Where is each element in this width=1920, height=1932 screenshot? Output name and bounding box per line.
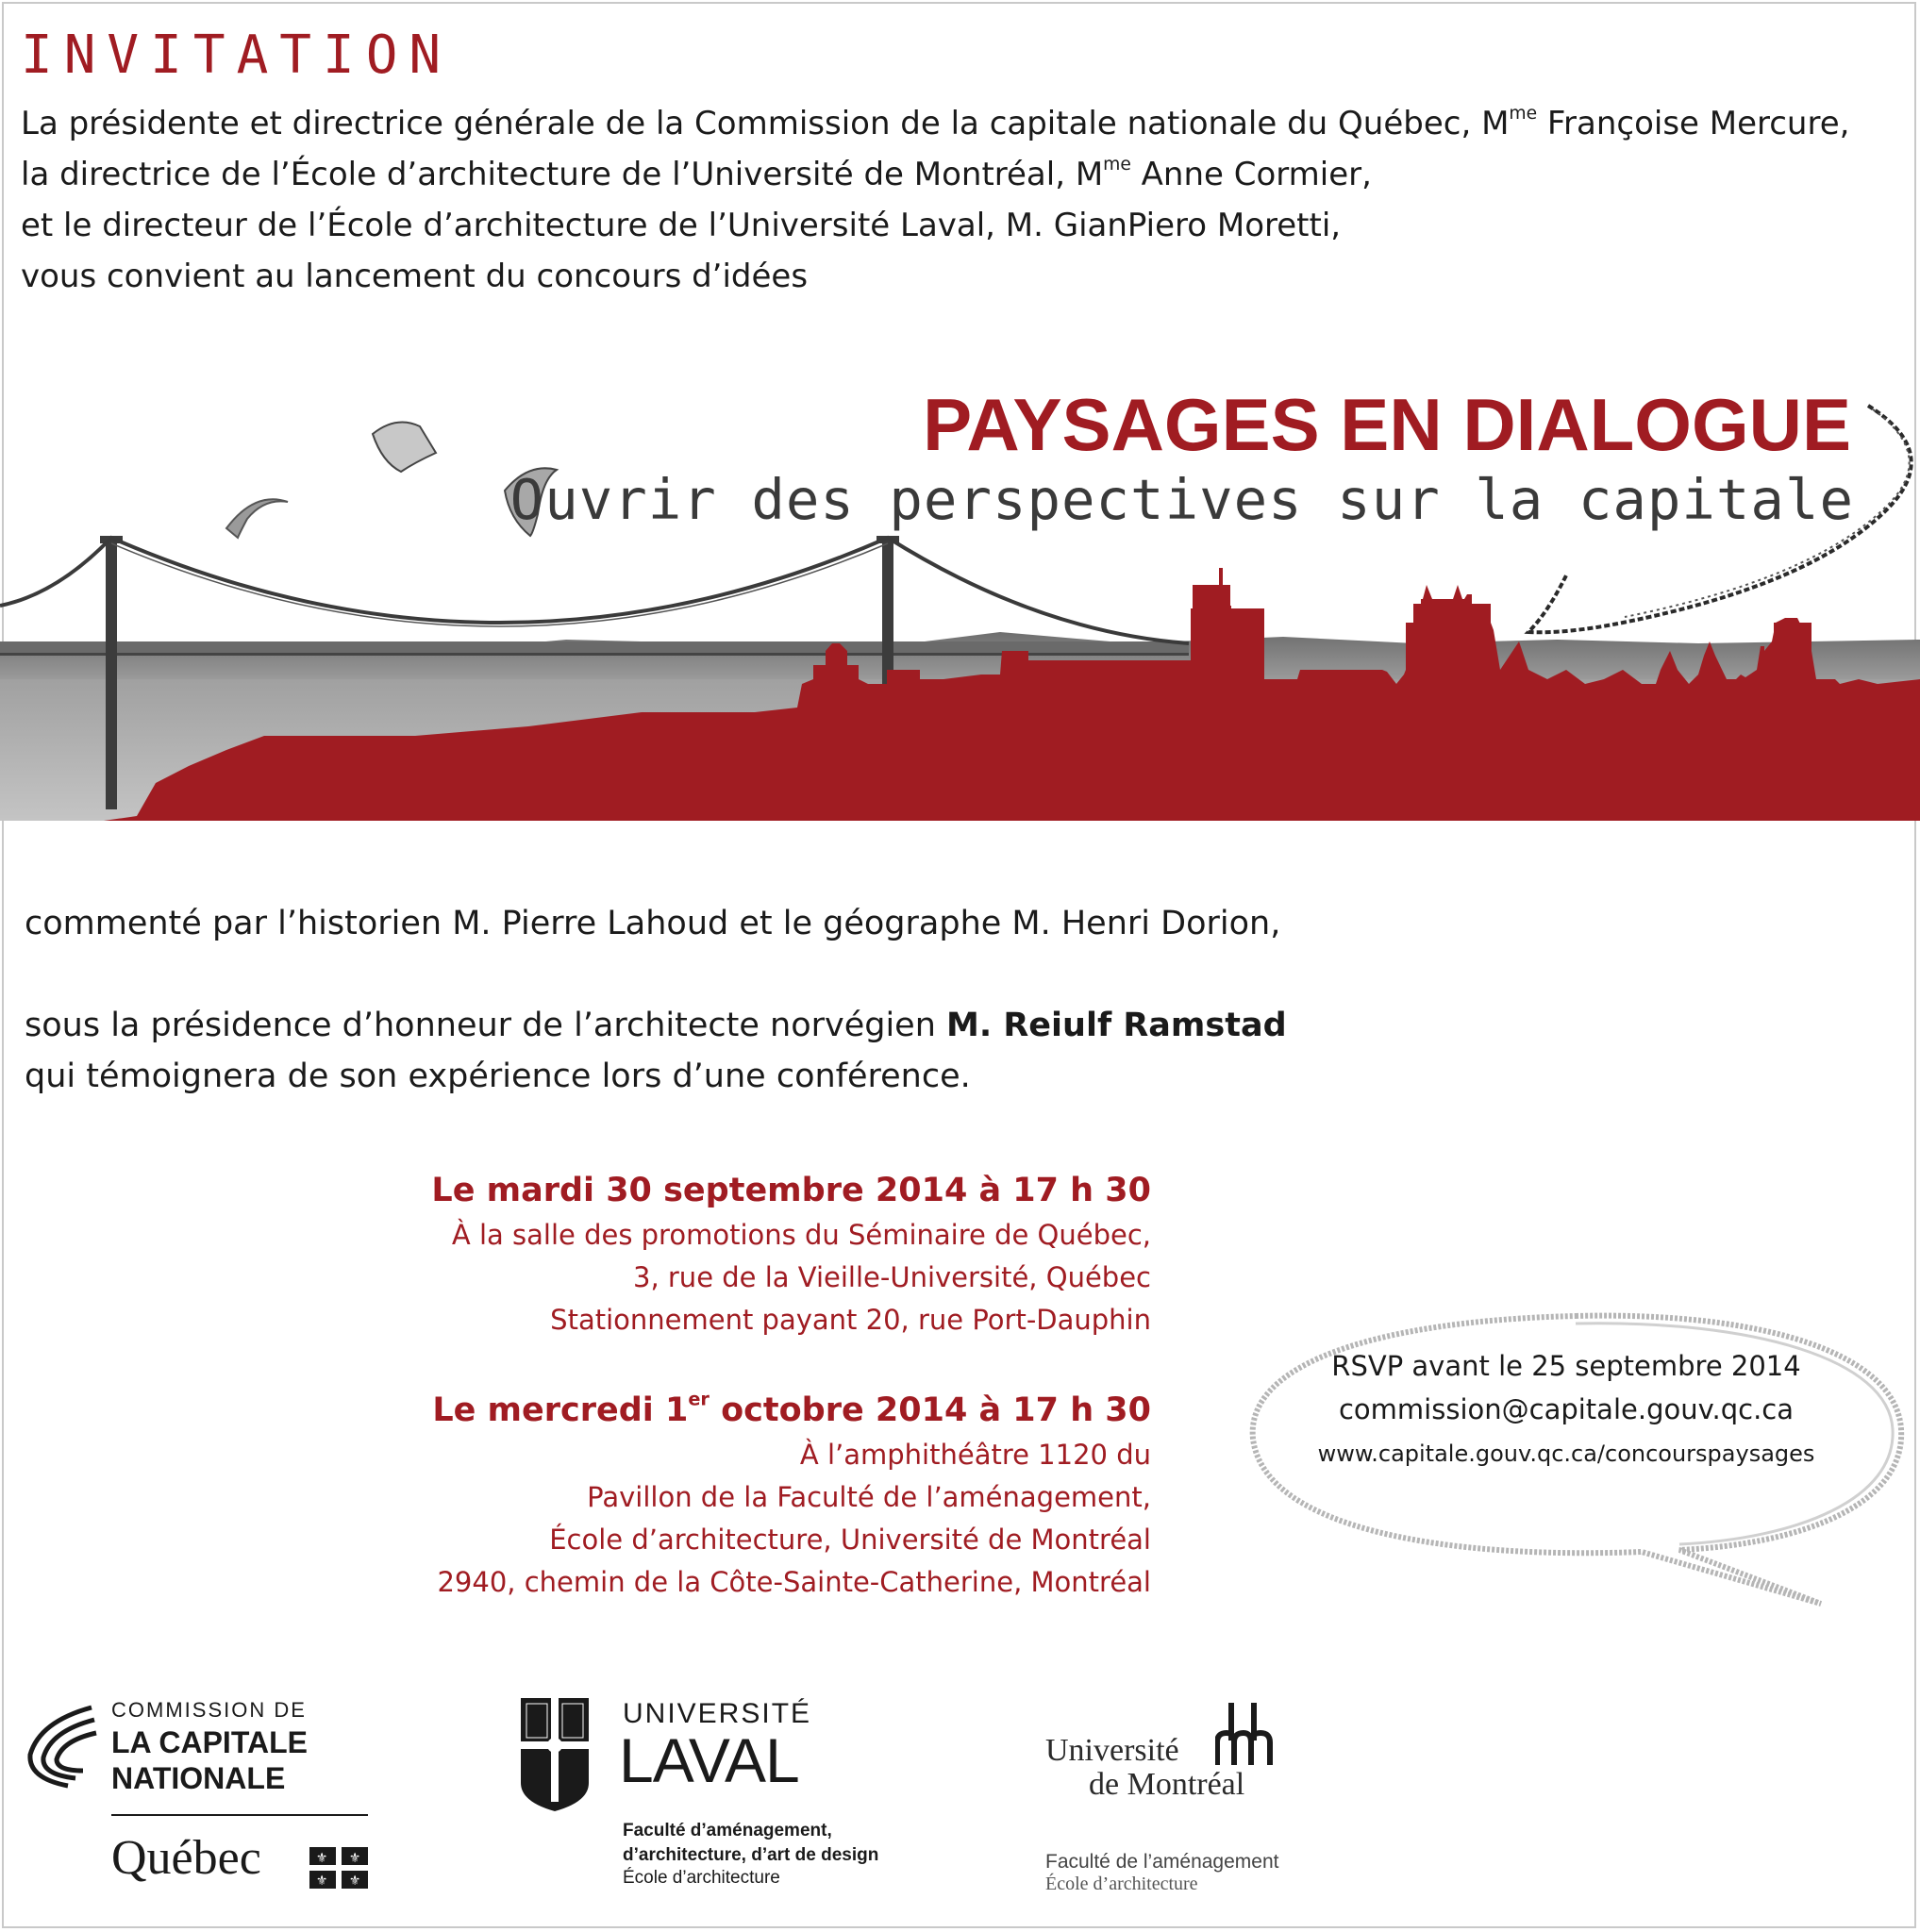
- invitation-heading: INVITATION: [21, 25, 453, 86]
- event-quebec-date: Le mardi 30 septembre 2014 à 17 h 30: [431, 1172, 1151, 1209]
- ccn-swirl-icon: [21, 1703, 106, 1797]
- event-montreal-date-a: Le mercredi 1: [432, 1391, 689, 1429]
- laval-name: LAVAL: [619, 1725, 799, 1795]
- montreal-emblem-icon: [1215, 1703, 1274, 1765]
- intro-line-2-b: Anne Cormier,: [1130, 156, 1372, 193]
- contest-title: PAYSAGES EN DIALOGUE: [923, 383, 1851, 466]
- montreal-logo: [1045, 1698, 1347, 1906]
- intro-line-2-sup: me: [1103, 155, 1131, 175]
- montreal-line-1: Université: [1045, 1733, 1179, 1768]
- laval-logo: [521, 1698, 898, 1906]
- ccn-line-1: COMMISSION DE: [111, 1698, 307, 1722]
- contest-subtitle: Ouvrir des perspectives sur la capitale: [509, 467, 1854, 532]
- rsvp-website[interactable]: www.capitale.gouv.qc.ca/concourspaysages: [1317, 1441, 1815, 1467]
- laval-faculty-line-1: Faculté d’aménagement,: [623, 1821, 832, 1840]
- montreal-school: École d’architecture: [1045, 1874, 1198, 1894]
- laval-university-label: UNIVERSITÉ: [623, 1698, 812, 1729]
- svg-text:⚜: ⚜: [348, 1851, 361, 1866]
- quebec-flag-icon: [309, 1847, 368, 1889]
- ccn-divider: [111, 1814, 368, 1816]
- event-montreal-date: [432, 1387, 1151, 1434]
- svg-text:⚜: ⚜: [315, 1851, 328, 1866]
- event-montreal-building: Pavillon de la Faculté de l’aménagement,: [587, 1481, 1151, 1513]
- svg-text:⚜: ⚜: [315, 1874, 328, 1889]
- rsvp-block: [1269, 1344, 1863, 1476]
- intro-line-1-sup: me: [1509, 104, 1538, 125]
- honorary-line: [25, 1000, 1723, 1051]
- bridge-tower-left: [106, 536, 117, 809]
- event-montreal: [432, 1387, 1151, 1604]
- intro-line-1-b: Françoise Mercure,: [1537, 105, 1850, 142]
- rsvp-deadline: RSVP avant le 25 septembre 2014: [1331, 1350, 1801, 1382]
- intro-line-1-a: La présidente et directrice générale de la Commission de la capitale nationale du Québec, M: [21, 105, 1510, 142]
- ccn-logo: [21, 1698, 360, 1915]
- bridge-cable: [0, 538, 1189, 643]
- montreal-faculty: Faculté de l’aménagement: [1045, 1851, 1279, 1873]
- commentators-line: commenté par l’historien M. Pierre Lahoud et le géographe M. Henri Dorion,: [25, 905, 1281, 942]
- event-quebec-venue: À la salle des promotions du Séminaire de Québec,: [451, 1219, 1151, 1251]
- event-quebec: [431, 1167, 1151, 1341]
- intro-line-4: vous convient au lancement du concours d’idées: [21, 258, 809, 295]
- intro-line-1: [21, 98, 1908, 149]
- event-quebec-parking: Stationnement payant 20, rue Port-Dauphin: [550, 1304, 1151, 1336]
- intro-line-3: et le directeur de l’École d’architecture de l’Université Laval, M. GianPiero Moretti,: [21, 207, 1342, 244]
- laval-faculty-line-2: d’architecture, d’art de design: [623, 1845, 879, 1865]
- event-montreal-school: École d’architecture, Université de Montréal: [549, 1524, 1151, 1556]
- kite-2: [373, 423, 436, 473]
- conference-line: qui témoignera de son expérience lors d’une conférence.: [25, 1058, 971, 1095]
- quebec-wordmark: Québec: [111, 1831, 261, 1885]
- ccn-line-2: LA CAPITALE: [111, 1725, 308, 1759]
- montreal-line-2: de Montréal: [1089, 1767, 1245, 1802]
- intro-line-2: [21, 149, 1908, 200]
- intro-paragraph: [21, 98, 1908, 302]
- event-quebec-address: 3, rue de la Vieille-Université, Québec: [633, 1261, 1151, 1293]
- event-montreal-date-b: octobre 2014 à 17 h 30: [709, 1391, 1151, 1429]
- honorary-name: M. Reiulf Ramstad: [946, 1007, 1287, 1044]
- intro-line-2-a: la directrice de l’École d’architecture de l’Université de Montréal, M: [21, 156, 1104, 193]
- kite-1: [226, 499, 288, 538]
- ccn-line-3: NATIONALE: [111, 1761, 286, 1795]
- event-montreal-room: À l’amphithéâtre 1120 du: [799, 1439, 1151, 1471]
- honorary-text: sous la présidence d’honneur de l’architecte norvégien: [25, 1007, 947, 1044]
- svg-text:⚜: ⚜: [348, 1874, 361, 1889]
- event-montreal-date-sup: er: [688, 1388, 710, 1410]
- laval-shield-icon: [521, 1698, 589, 1811]
- rsvp-email[interactable]: commission@capitale.gouv.qc.ca: [1338, 1393, 1795, 1425]
- event-montreal-address: 2940, chemin de la Côte-Sainte-Catherine, Montréal: [437, 1566, 1151, 1598]
- laval-school: École d’architecture: [623, 1868, 780, 1888]
